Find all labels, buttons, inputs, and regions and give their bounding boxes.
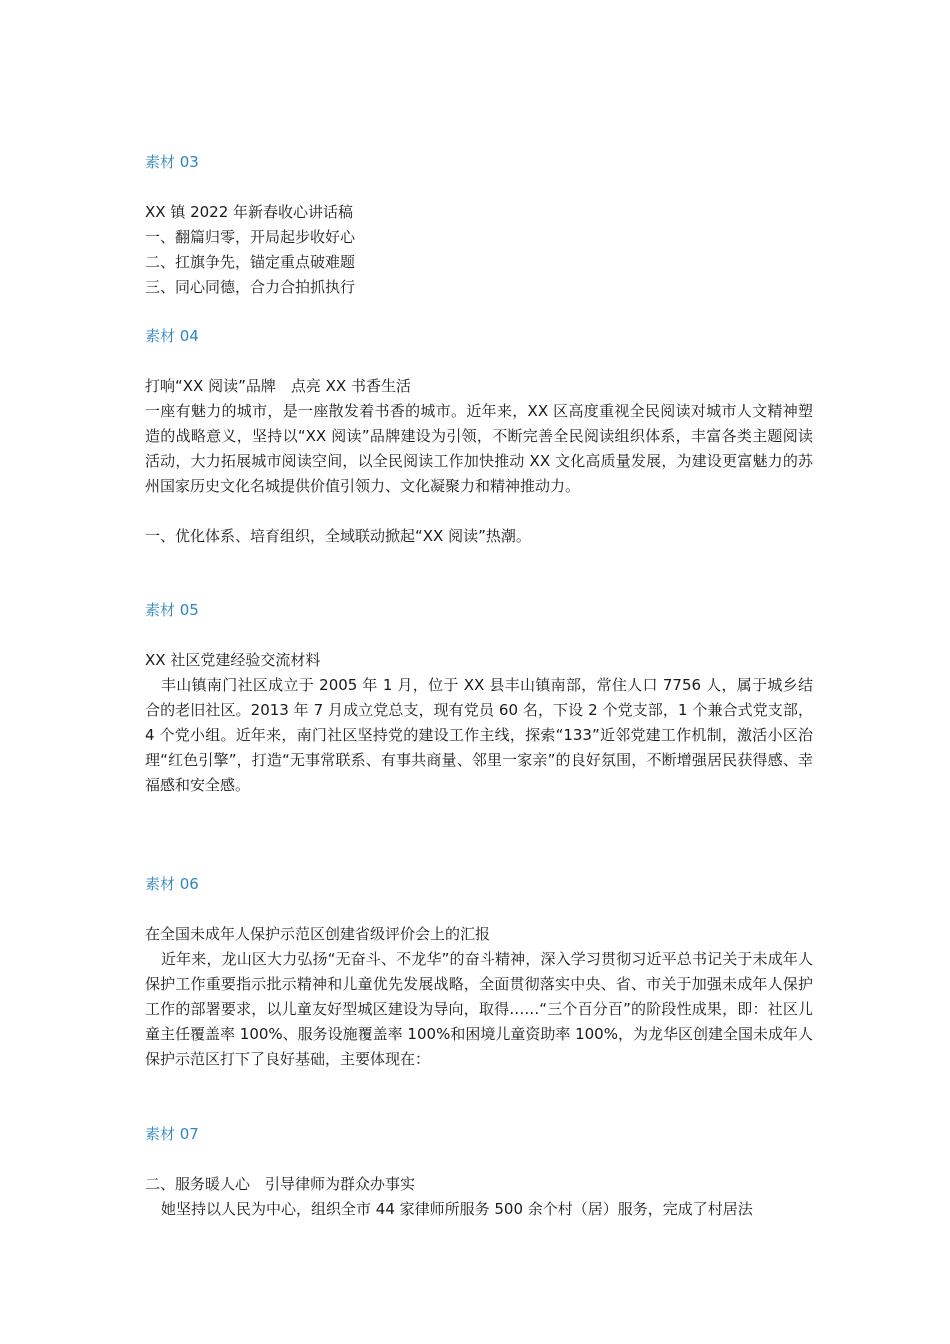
section-heading-07: 素材 07 (145, 1125, 199, 1143)
section-paragraph-05: 丰山镇南门社区成立于 2005 年 1 月，位于 XX 县丰山镇南部，常住人口 7756 人，属于城乡结合的老旧社区。2013 年 7 月成立党总支，现有党员 60 名，下设 2 个党支部，1 个兼合式党支部，4 个党小组。近年来，南门社区坚持党的建设工作主线，探索“133”近邻党建工作机制，激活小区治理“红色引擎”，打造“无事常联系、有事共商量、邻里一家亲”的良好氛围，不断增强居民获得感、幸福感和安全感。 (145, 676, 813, 794)
section-paragraph-06: 近年来，龙山区大力弘扬“无奋斗、不龙华”的奋斗精神，深入学习贯彻习近平总书记关于未成年人保护工作重要指示批示精神和儿童优先发展战略，全面贯彻落实中央、省、市关于加强未成年人保护工作的部署要求，以儿童友好型城区建设为导向，取得……“三个百分百”的阶段性成果，即：社区儿童主任覆盖率 100%、服务设施覆盖率 100%和困境儿童资助率 100%，为龙华区创建全国未成年人保护示范区打下了良好基础，主要体现在： (145, 950, 813, 1068)
section-paragraph-04: 一座有魅力的城市，是一座散发着书香的城市。近年来，XX 区高度重视全民阅读对城市人文精神塑造的战略意义，坚持以“XX 阅读”品牌建设为引领，不断完善全民阅读组织体系，丰富各类主题阅读活动，大力拓展城市阅读空间，以全民阅读工作加快推动 XX 文化高质量发展，为建设更富魅力的苏州国家历史文化名城提供价值引领力、文化凝聚力和精神推动力。 (145, 402, 813, 495)
list-item: 一、翻篇归零，开局起步收好心 (145, 228, 356, 246)
section-heading-03: 素材 03 (145, 153, 199, 171)
section-heading-04: 素材 04 (145, 327, 199, 345)
list-item: 二、扛旗争先，锚定重点破难题 (145, 253, 356, 271)
section-title-07: 二、服务暖人心 引导律师为群众办事实 (145, 1175, 416, 1193)
section-title-04: 打响“XX 阅读”品牌 点亮 XX 书香生活 (145, 377, 411, 395)
section-title-06: 在全国未成年人保护示范区创建省级评价会上的汇报 (145, 925, 491, 943)
list-item: 三、同心同德，合力合拍抓执行 (145, 278, 356, 296)
section-heading-05: 素材 05 (145, 601, 199, 619)
section-paragraph-07: 她坚持以人民为中心，组织全市 44 家律师所服务 500 余个村（居）服务，完成了村居法 (161, 1200, 753, 1218)
list-item: 一、优化体系、培育组织，全域联动掀起“XX 阅读”热潮。 (145, 527, 531, 545)
section-title-03: XX 镇 2022 年新春收心讲话稿 (145, 203, 354, 221)
section-title-05: XX 社区党建经验交流材料 (145, 651, 321, 669)
section-heading-06: 素材 06 (145, 875, 199, 893)
